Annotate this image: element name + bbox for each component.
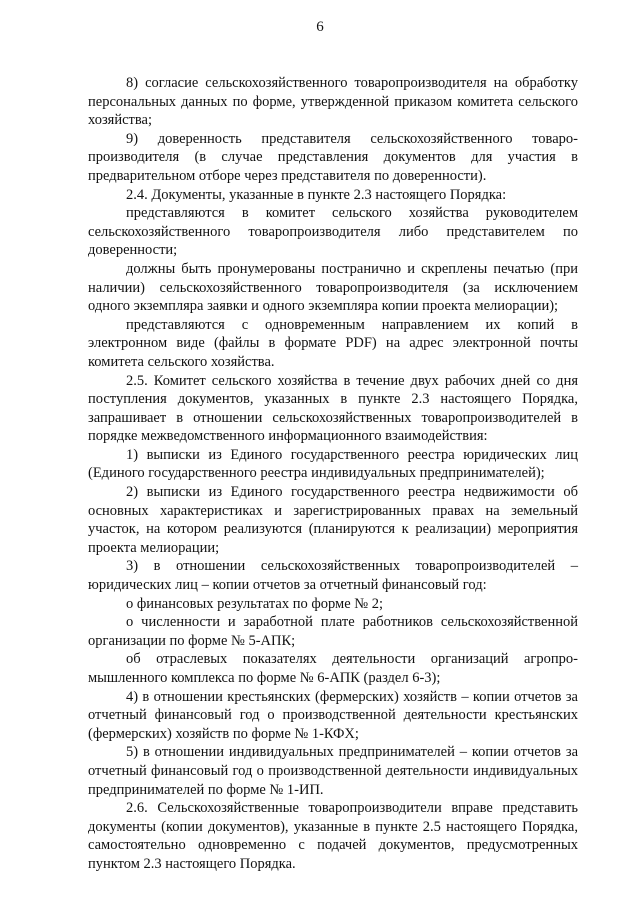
document-body bbox=[88, 74, 578, 874]
paragraph-extract-legal-entities: 1) выписки из Единого государственного реестра юридических лиц (Единого государственного реестра индивидуальных предпринимателей); bbox=[88, 446, 578, 482]
paragraph-financial-results: о финансовых результатах по форме № 2; bbox=[126, 595, 384, 612]
page-number: 6 bbox=[316, 19, 324, 35]
paragraph-legal-entities-reports: 3) в отношении сельскохозяйственных товаропроизводителей – юридических лиц – копии отчетов за отчетный финансовый год: bbox=[88, 558, 578, 594]
paragraph-farm-reports: 4) в отношении крестьянских (фермерских) хозяйств – копии отчетов за отчетный финансовый год о производственной деятельности крестьянских (фермерских) хозяйств по форме № 1-КФХ; bbox=[88, 688, 578, 742]
paragraph-industry-indicators: об отраслевых показателях деятельности организаций агропромышленного комплекса по форме № 6-АПК (раздел 6-3); bbox=[88, 651, 578, 686]
paragraph-submitted-to-committee: представляются в комитет сельского хозяйства руководителем сельскохозяйственного товаропроизводителя либо представителем по доверенности; bbox=[88, 205, 578, 259]
paragraph-2-5-request: 2.5. Комитет сельского хозяйства в течение двух рабочих дней со дня поступления документов, указанных в пункте 2.3 настоящего Порядка, запрашивает в отношении сельскохозяйственных товаропроизводителей в порядке межведомственного информационного взаимодействия: bbox=[88, 372, 578, 445]
paragraph-2-4-heading: 2.4. Документы, указанные в пункте 2.3 настоящего Порядка: bbox=[126, 186, 507, 203]
paragraph-power-of-attorney: 9) доверенность представителя сельскохозяйственного товаропроизводителя (в случае представления документов для участия в предварительном отборе через представителя по доверенности). bbox=[88, 130, 578, 184]
paragraph-employee-numbers: о численности и заработной плате работников сельскохозяйственной организации по форме № 5-АПК; bbox=[88, 614, 578, 649]
paragraph-2-6-self-submission: 2.6. Сельскохозяйственные товаропроизводители вправе представить документы (копии документов), указанные в пункте 2.5 настоящего Порядка, самостоятельно одновременно с подачей документов, предусмотренных пунктом 2.3 настоящего Порядка. bbox=[88, 800, 578, 872]
paragraph-extract-real-estate: 2) выписки из Единого государственного реестра недвижимости об основных характеристиках и зарегистрированных правах на земельный участок, на котором реализуются (планируются к реализации) мероприятия проекта мелиорации; bbox=[88, 484, 578, 556]
paragraph-numbered-and-sealed: должны быть пронумерованы постранично и скреплены печатью (при наличии) сельскохозяйственного товаропроизводителя (за исключением одного экземпляра заявки и одного экземпляра копии проекта мелиорации); bbox=[88, 260, 578, 315]
paragraph-entrepreneur-reports: 5) в отношении индивидуальных предпринимателей – копии отчетов за отчетный финансовый год о производственной деятельности индивидуальных предпринимателей по форме № 1-ИП. bbox=[88, 744, 578, 798]
paragraph-electronic-copies: представляются с одновременным направлением их копий в электронном виде (файлы в формате PDF) на адрес электронной почты комитета сельского хозяйства. bbox=[88, 316, 578, 370]
paragraph-consent: 8) согласие сельскохозяйственного товаропроизводителя на обработку персональных данных по форме, утвержденной приказом комитета сельского хозяйства; bbox=[88, 75, 578, 129]
